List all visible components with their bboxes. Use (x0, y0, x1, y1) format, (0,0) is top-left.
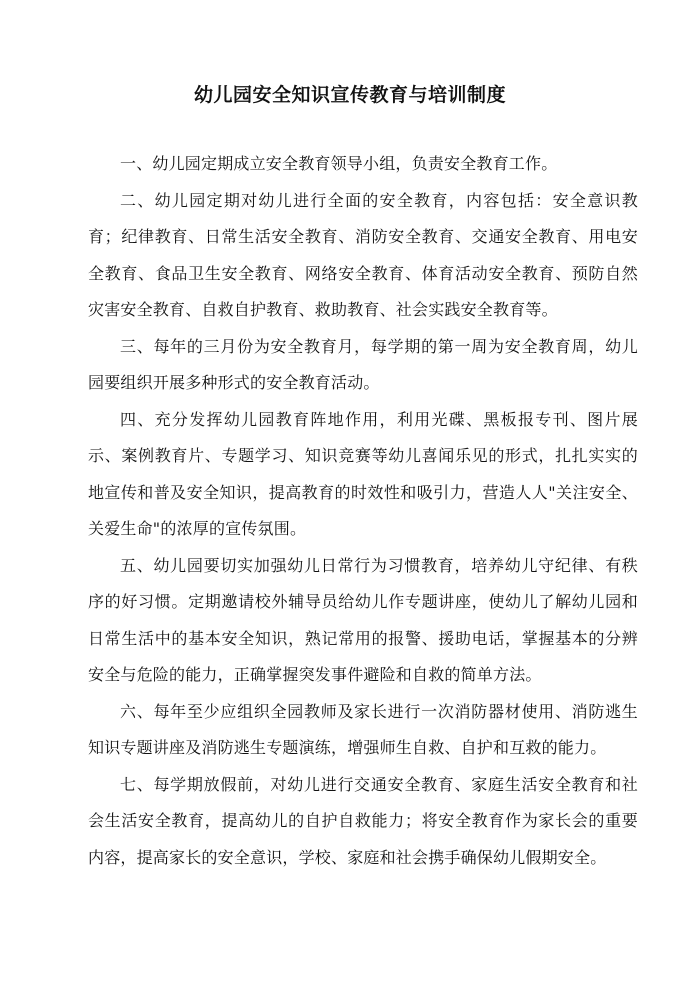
paragraph-7: 七、每学期放假前，对幼儿进行交通安全教育、家庭生活安全教育和社会生活安全教育，提高幼儿的自护自救能力；将安全教育作为家长会的重要内容，提高家长的安全意识，学校、家庭和社会携手确保幼儿假期安全。 (88, 774, 638, 867)
paragraph-1: 一、幼儿园定期成立安全教育领导小组，负责安全教育工作。 (120, 154, 558, 173)
paragraph-6: 六、每年至少应组织全园教师及家长进行一次消防器材使用、消防逃生知识专题讲座及消防逃生专题演练，增强师生自救、自护和互救的能力。 (88, 701, 638, 757)
paragraph-4: 四、充分发挥幼儿园教育阵地作用，利用光碟、黑板报专刊、图片展示、案例教育片、专题学习、知识竞赛等幼儿喜闻乐见的形式，扎扎实实的地宣传和普及安全知识，提高教育的时效性和吸引力，营造人人"关注安全、关爱生命"的浓厚的宣传氛围。 (88, 409, 638, 538)
document-body (88, 146, 638, 876)
paragraph-5: 五、幼儿园要切实加强幼儿日常行为习惯教育，培养幼儿守纪律、有秩序的好习惯。定期邀请校外辅导员给幼儿作专题讲座，使幼儿了解幼儿园和日常生活中的基本安全知识，熟记常用的报警、援助电话，掌握基本的分辨安全与危险的能力，正确掌握突发事件避险和自救的简单方法。 (88, 555, 638, 684)
paragraph-2: 二、幼儿园定期对幼儿进行全面的安全教育，内容包括：安全意识教育；纪律教育、日常生活安全教育、消防安全教育、交通安全教育、用电安全教育、食品卫生安全教育、网络安全教育、体育活动安全教育、预防自然灾害安全教育、自救自护教育、救助教育、社会实践安全教育等。 (88, 190, 638, 319)
paragraph-3: 三、每年的三月份为安全教育月，每学期的第一周为安全教育周，幼儿园要组织开展多种形式的安全教育活动。 (88, 336, 638, 392)
page-title: 幼儿园安全知识宣传教育与培训制度 (193, 84, 506, 106)
